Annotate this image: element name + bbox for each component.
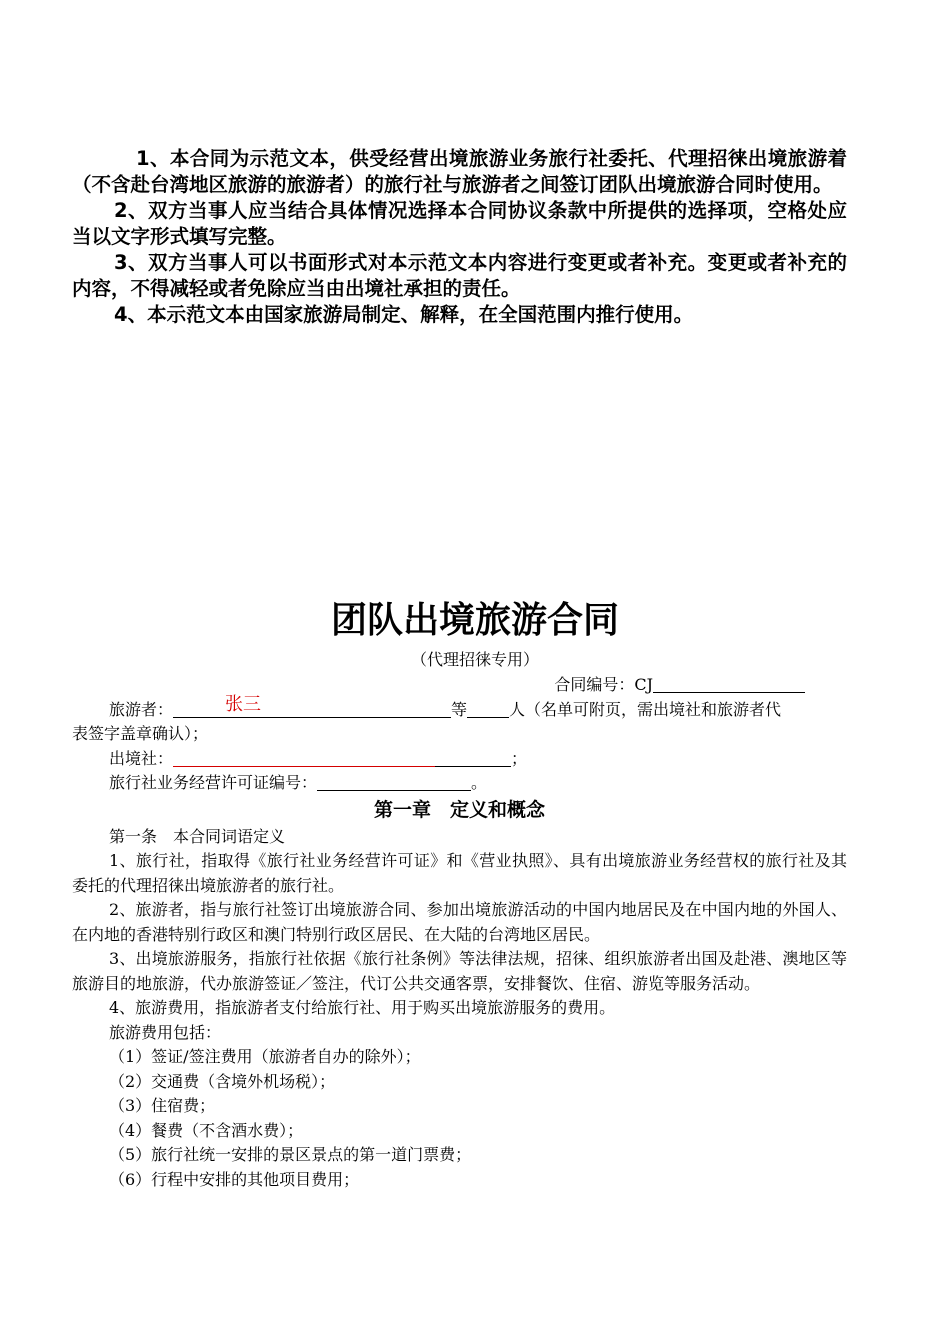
license-end: 。 <box>471 773 488 792</box>
fee-item-6: （6）行程中安排的其他项目费用； <box>109 1169 360 1189</box>
tourist-ren: 人（名单可附页，需出境社和旅游者代 <box>509 699 782 719</box>
note-4: 4、本示范文本由国家旅游局制定、解释，在全国范围内推行使用。 <box>114 303 694 326</box>
fee-item-4: （4）餐费（不含酒水费）； <box>109 1120 304 1140</box>
contract-number-label: 合同编号：CJ <box>554 675 653 694</box>
agency-end: ； <box>511 748 528 768</box>
tourist-count-field[interactable] <box>467 699 509 718</box>
fee-item-3: （3）住宿费； <box>109 1096 216 1115</box>
tourist-row-2: 表签字盖章确认）； <box>72 724 209 743</box>
tourist-label: 旅游者： <box>109 699 174 719</box>
agency-field-red[interactable] <box>173 748 435 767</box>
definition-2: 2、旅游者，指与旅行社签订出境旅游合同、参加出境旅游活动的中国内地居民及在中国内地的外国人、在内地的香港特别行政区和澳门特别行政区居民、在大陆的台湾地区居民。 <box>72 900 847 944</box>
contract-title: 团队出境旅游合同 <box>330 600 619 641</box>
tourist-name-value: 张三 <box>225 693 262 715</box>
definition-1: 1、旅行社，指取得《旅行社业务经营许可证》和《营业执照》、具有出境旅游业务经营权的旅行社及其委托的代理招徕出境旅游者的旅行社。 <box>72 851 847 895</box>
note-2: 2、双方当事人应当结合具体情况选择本合同协议条款中所提供的选择项，空格处应当以文字形式填写完整。 <box>72 199 847 248</box>
tourist-deng: 等 <box>451 699 468 719</box>
article-1-heading: 第一条 本合同词语定义 <box>109 826 286 846</box>
license-field[interactable] <box>317 772 471 791</box>
tourist-name-field[interactable] <box>173 693 451 718</box>
usage-notes <box>72 146 847 328</box>
fee-intro: 旅游费用包括： <box>109 1022 222 1042</box>
note-3: 3、双方当事人可以书面形式对本示范文本内容进行变更或者补充。变更或者补充的内容，不得减轻或者免除应当由出境社承担的责任。 <box>72 251 847 300</box>
definition-3: 3、出境旅游服务，指旅行社依据《旅行社条例》等法律法规，招徕、组织旅游者出国及赴港、澳地区等旅游目的地旅游，代办旅游签证／签注，代订公共交通客票，安排餐饮、住宿、游览等服务活动。 <box>72 949 847 993</box>
fee-item-2: （2）交通费（含境外机场税）； <box>109 1071 336 1091</box>
contract-subtitle: （代理招徕专用） <box>410 650 539 669</box>
agency-label: 出境社： <box>109 748 174 768</box>
agency-row <box>72 747 847 772</box>
note-1: 1、本合同为示范文本，供受经营出境旅游业务旅行社委托、代理招徕出境旅游着（不含赴台湾地区旅游的旅游者）的旅行社与旅游者之间签订团队出境旅游合同时使用。 <box>72 147 847 196</box>
agency-field[interactable] <box>435 748 511 767</box>
chapter-1-heading: 第一章 定义和概念 <box>373 798 545 821</box>
tourist-row <box>72 693 847 723</box>
fee-item-1: （1）签证/签注费用（旅游者自办的除外）； <box>109 1047 421 1066</box>
contract-body <box>72 673 847 1192</box>
contract-number-field[interactable] <box>653 674 805 693</box>
license-label: 旅行社业务经营许可证编号： <box>109 773 318 792</box>
fee-item-5: （5）旅行社统一安排的景区景点的第一道门票费； <box>109 1145 472 1164</box>
definition-4: 4、旅游费用，指旅游者支付给旅行社、用于购买出境旅游服务的费用。 <box>109 998 616 1017</box>
license-row <box>72 771 847 796</box>
